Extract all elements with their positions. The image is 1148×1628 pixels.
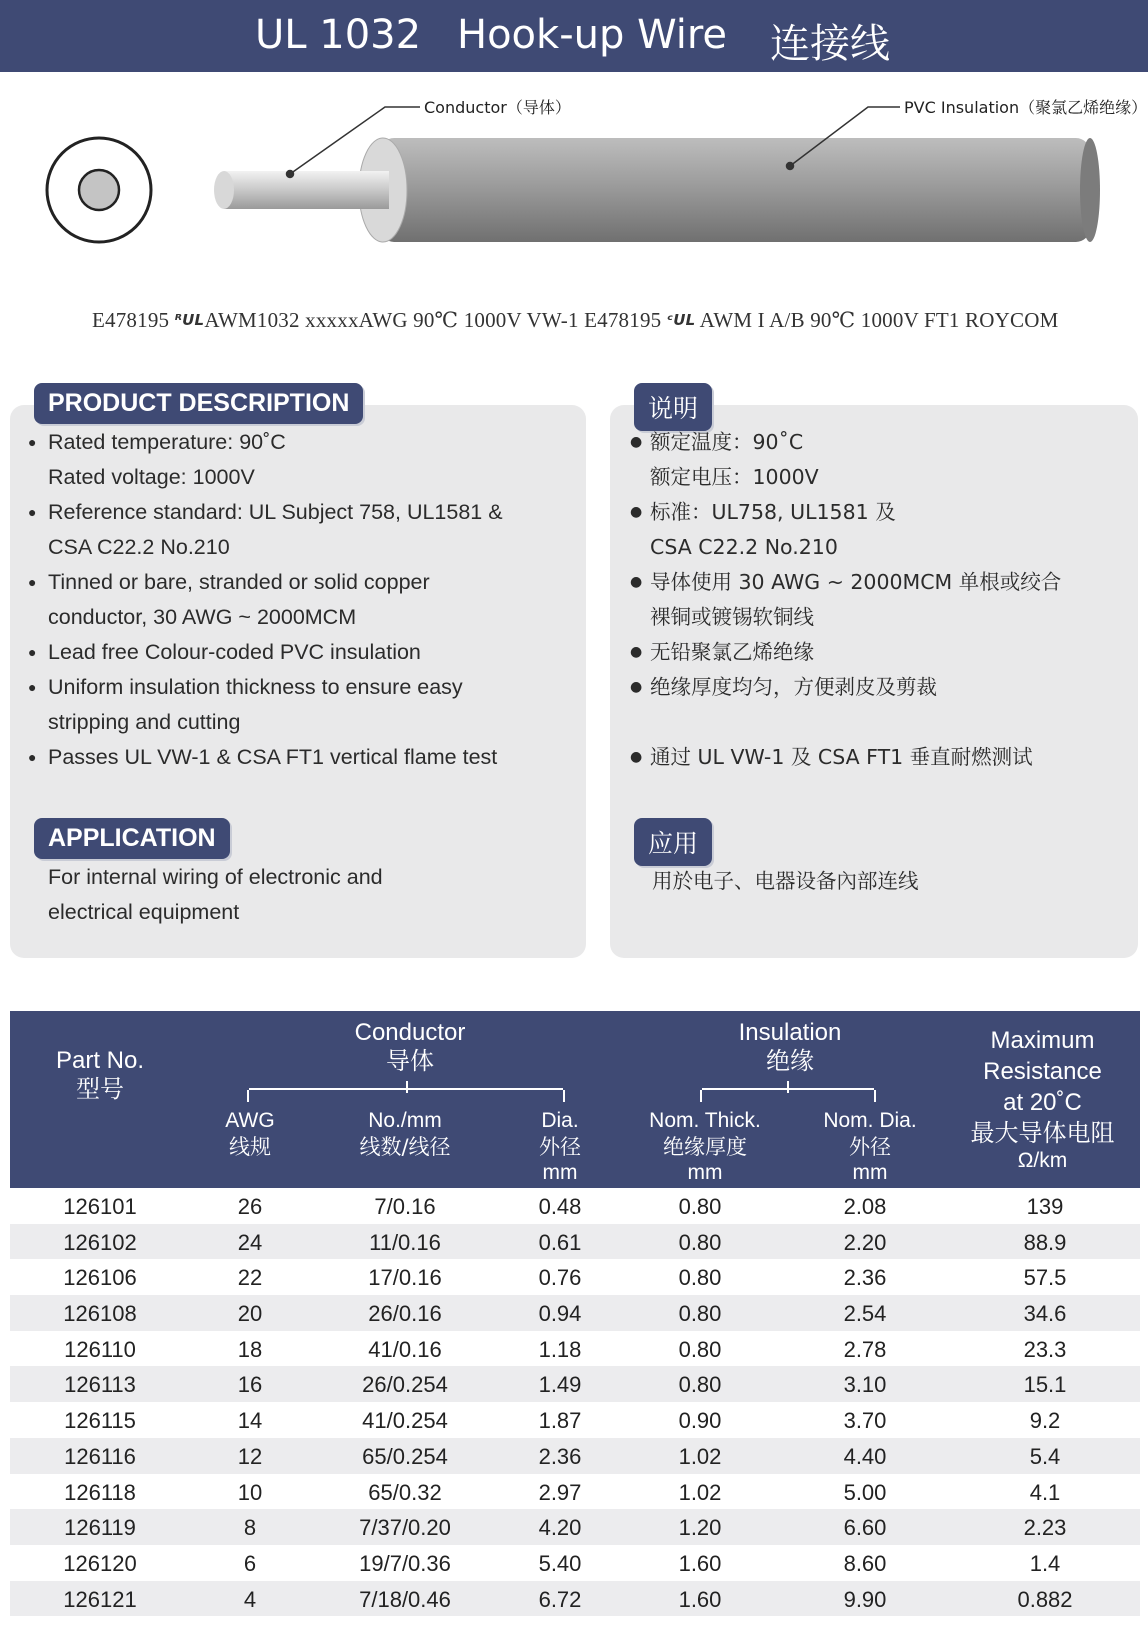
- cell-strands: 65/0.32: [368, 1479, 442, 1505]
- cell-strands: 19/7/0.36: [359, 1550, 451, 1576]
- table-row: [10, 1366, 1140, 1402]
- table-row: [10, 1402, 1140, 1438]
- list-item: 额定电压：1000V: [650, 465, 819, 489]
- cell-part-no: 126101: [63, 1194, 137, 1219]
- cell-awg: 18: [237, 1336, 263, 1362]
- table-row: [10, 1224, 1140, 1260]
- cell-thick: 1.02: [678, 1443, 722, 1469]
- list-item: ● 标准：UL758, UL1581 及: [632, 495, 1132, 530]
- cell-thick: 0.80: [678, 1265, 722, 1291]
- table-row: [10, 1474, 1140, 1510]
- cell-strands: 41/0.16: [368, 1336, 442, 1362]
- cell-resistance: 1.4: [1029, 1550, 1061, 1576]
- application-title: APPLICATION: [34, 818, 230, 859]
- application-line2: electrical equipment: [48, 900, 240, 924]
- application-text: [48, 860, 383, 930]
- cell-odia: 8.60: [843, 1550, 887, 1576]
- description-title: PRODUCT DESCRIPTION: [34, 383, 363, 424]
- cell-strands: 7/0.16: [374, 1194, 436, 1219]
- cell-odia: 2.08: [843, 1194, 887, 1219]
- th-dia: Dia. 外径 mm: [539, 1109, 581, 1184]
- list-item: ● Reference standard: UL Subject 758, UL1581 &: [30, 495, 590, 530]
- cell-part-no: 126119: [64, 1515, 136, 1541]
- cell-strands: 65/0.254: [362, 1443, 448, 1469]
- cell-part-no: 126120: [63, 1550, 137, 1576]
- cell-part-no: 126118: [64, 1479, 136, 1505]
- cell-dia: 0.48: [538, 1194, 582, 1219]
- cell-odia: 3.10: [843, 1372, 887, 1398]
- cell-dia: 2.36: [538, 1443, 582, 1469]
- cell-thick: 1.20: [678, 1515, 722, 1541]
- cell-thick: 0.80: [678, 1336, 722, 1362]
- cell-part-no: 126102: [63, 1229, 137, 1255]
- cell-thick: 1.60: [678, 1550, 722, 1576]
- cell-awg: 12: [237, 1443, 263, 1469]
- cell-part-no: 126116: [64, 1443, 136, 1469]
- cell-awg: 26: [237, 1194, 263, 1219]
- list-item: ● Uniform insulation thickness to ensure easy: [30, 670, 590, 705]
- cell-part-no: 126110: [64, 1336, 136, 1362]
- cell-dia: 0.76: [538, 1265, 582, 1291]
- print-marking: [92, 308, 1132, 333]
- cell-awg: 14: [237, 1408, 263, 1434]
- table-row: [10, 1295, 1140, 1331]
- application-cn-title: 应用: [634, 818, 712, 866]
- cell-part-no: 126106: [63, 1265, 137, 1291]
- list-item: CSA C22.2 No.210: [650, 535, 838, 559]
- cell-dia: 1.18: [538, 1336, 582, 1362]
- th-awg: AWG 线规: [225, 1109, 275, 1159]
- list-item: ● 通过 UL VW-1 及 CSA FT1 垂直耐燃测试: [632, 740, 1132, 775]
- table-row: [10, 1581, 1140, 1617]
- cell-dia: 4.20: [538, 1515, 582, 1541]
- cell-strands: 7/18/0.46: [359, 1586, 451, 1612]
- list-item: ● Tinned or bare, stranded or solid copper: [30, 565, 590, 600]
- cell-dia: 1.87: [538, 1408, 582, 1434]
- th-resistance: Maximum Resistance at 20˚C 最大导体电阻 Ω/km: [970, 1027, 1115, 1172]
- cell-resistance: 139: [1026, 1194, 1064, 1219]
- list-item: ● 绝缘厚度均匀，方便剥皮及剪裁: [632, 670, 1132, 705]
- cell-strands: 17/0.16: [368, 1265, 442, 1291]
- th-conductor: Conductor 导体: [354, 1019, 466, 1075]
- wire-diagram: [0, 72, 1148, 302]
- cell-thick: 0.80: [678, 1301, 722, 1327]
- cell-thick: 0.80: [678, 1194, 722, 1219]
- cell-odia: 2.36: [843, 1265, 887, 1291]
- cell-resistance: 57.5: [1023, 1265, 1067, 1291]
- cell-strands: 41/0.254: [362, 1408, 448, 1434]
- description-cn-title: 说明: [634, 383, 712, 431]
- list-item: ● Lead free Colour-coded PVC insulation: [30, 635, 590, 670]
- cell-strands: 26/0.16: [368, 1301, 442, 1327]
- list-item: ● Rated temperature: 90˚C: [30, 425, 590, 460]
- cell-strands: 11/0.16: [369, 1229, 441, 1255]
- cell-odia: 4.40: [843, 1443, 887, 1469]
- cell-resistance: 15.1: [1023, 1372, 1067, 1398]
- description-cn-list: [632, 425, 1132, 775]
- cell-resistance: 88.9: [1023, 1229, 1067, 1255]
- th-thick: Nom. Thick. 绝缘厚度 mm: [649, 1109, 761, 1184]
- insulation-label: PVC Insulation（聚氯乙烯绝缘）: [904, 98, 1148, 117]
- cell-thick: 0.80: [678, 1372, 722, 1398]
- list-item: ● Passes UL VW-1 & CSA FT1 vertical flame test: [30, 740, 590, 775]
- cell-part-no: 126121: [63, 1586, 137, 1612]
- th-strands: No./mm 线数/线径: [359, 1109, 451, 1159]
- application-line1: For internal wiring of electronic and: [48, 865, 383, 889]
- th-insulation: Insulation 绝缘: [738, 1019, 842, 1075]
- cell-awg: 22: [237, 1265, 263, 1291]
- list-item: Rated voltage: 1000V: [48, 465, 255, 489]
- table-row: [10, 1509, 1140, 1545]
- table-row: [10, 1331, 1140, 1367]
- cell-odia: 9.90: [843, 1586, 887, 1612]
- cell-awg: 20: [237, 1301, 263, 1327]
- list-item: ● 无铅聚氯乙烯绝缘: [632, 635, 1132, 670]
- cell-dia: 0.61: [538, 1229, 582, 1255]
- cell-part-no: 126113: [64, 1372, 136, 1398]
- cell-resistance: 2.23: [1023, 1515, 1067, 1541]
- cell-resistance: 23.3: [1023, 1336, 1067, 1362]
- ul-logo: ᴿUL: [174, 311, 205, 329]
- cell-odia: 5.00: [843, 1479, 887, 1505]
- th-part-no: Part No. 型号: [55, 1047, 145, 1103]
- cell-odia: 2.54: [843, 1301, 887, 1327]
- application-cn-text: 用於电子、电器设备內部连线: [652, 869, 919, 893]
- page-header: [0, 0, 1148, 72]
- cell-strands: 7/37/0.20: [359, 1515, 451, 1541]
- cell-resistance: 0.882: [1017, 1586, 1073, 1612]
- cul-logo: ᶜUL: [666, 311, 696, 329]
- cell-strands: 26/0.254: [362, 1372, 448, 1398]
- list-item: 裸铜或镀锡软铜线: [650, 605, 814, 629]
- table-body: [10, 1188, 1140, 1616]
- th-odia: Nom. Dia. 外径 mm: [823, 1109, 917, 1184]
- table-row: [10, 1545, 1140, 1581]
- cell-dia: 5.40: [538, 1550, 582, 1576]
- header-name-cn: 连接线: [770, 21, 890, 67]
- conductor-label: Conductor（导体）: [424, 98, 571, 117]
- cell-awg: 4: [243, 1586, 257, 1612]
- cell-dia: 0.94: [538, 1301, 582, 1327]
- cell-resistance: 9.2: [1029, 1408, 1061, 1434]
- cell-part-no: 126115: [64, 1408, 136, 1434]
- cell-thick: 0.80: [678, 1229, 722, 1255]
- cell-dia: 6.72: [538, 1586, 582, 1612]
- cross-section-icon: [47, 138, 151, 242]
- cell-awg: 8: [243, 1515, 257, 1541]
- cell-dia: 2.97: [538, 1479, 582, 1505]
- description-list: [30, 425, 590, 775]
- header-code: UL 1032: [255, 12, 422, 58]
- table-row: [10, 1188, 1140, 1224]
- wire-illustration: [214, 138, 1100, 242]
- cell-odia: 3.70: [843, 1408, 887, 1434]
- table-row: [10, 1438, 1140, 1474]
- marking-part3: AWM I A/B 90℃ 1000V FT1 ROYCOM: [699, 308, 1059, 332]
- cell-thick: 1.60: [678, 1586, 722, 1612]
- table-header: [10, 1011, 1140, 1188]
- cell-awg: 6: [243, 1550, 257, 1576]
- list-item: stripping and cutting: [48, 710, 241, 734]
- cell-dia: 1.49: [538, 1372, 582, 1398]
- cell-awg: 24: [237, 1229, 263, 1255]
- cell-resistance: 5.4: [1029, 1443, 1061, 1469]
- list-item: CSA C22.2 No.210: [48, 535, 230, 559]
- cell-odia: 2.20: [843, 1229, 887, 1255]
- table-row: [10, 1259, 1140, 1295]
- list-item: ● 额定温度：90˚C: [632, 425, 1132, 460]
- cell-odia: 6.60: [843, 1515, 887, 1541]
- header-name: Hook-up Wire: [457, 12, 728, 58]
- cell-part-no: 126108: [63, 1301, 137, 1327]
- cell-thick: 1.02: [678, 1479, 722, 1505]
- cell-thick: 0.90: [678, 1408, 722, 1434]
- marking-part1: E478195: [92, 308, 170, 332]
- cell-awg: 16: [237, 1372, 263, 1398]
- cell-awg: 10: [237, 1479, 263, 1505]
- list-item: ● 导体使用 30 AWG ~ 2000MCM 单根或绞合: [632, 565, 1132, 600]
- cell-resistance: 34.6: [1023, 1301, 1067, 1327]
- cell-resistance: 4.1: [1029, 1479, 1061, 1505]
- list-item: conductor, 30 AWG ~ 2000MCM: [48, 605, 357, 629]
- cell-odia: 2.78: [843, 1336, 887, 1362]
- marking-part2: AWM1032 xxxxxAWG 90℃ 1000V VW-1 E478195: [204, 308, 662, 332]
